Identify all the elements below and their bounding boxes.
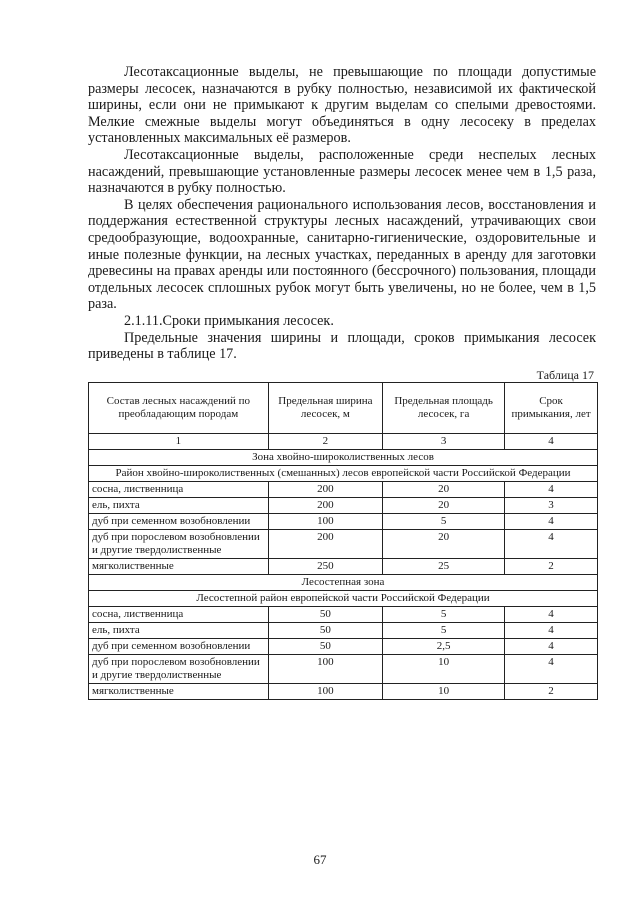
zone-title: Лесостепная зона [89,575,598,591]
area-cell: 5 [383,607,505,623]
region-title: Район хвойно-широколиственных (смешанных) лесов европейской части Российской Федерации [89,466,598,482]
table-row [89,684,598,700]
area-cell: 25 [383,559,505,575]
term-cell: 4 [505,514,598,530]
species-cell: мягколиственные [89,684,269,700]
table-row [89,623,598,639]
width-cell: 200 [268,482,383,498]
width-cell: 100 [268,684,383,700]
area-cell: 20 [383,498,505,514]
table-caption: Таблица 17 [536,368,594,382]
zone-row [89,450,598,466]
paragraph-1: Лесотаксационные выделы, не превышающие по площади допустимые размеры лесосек, назначаются в рубку полностью, независимой их фактической ширины, если они не примыкают к другим выделам со спелыми древостоями. Мелкие смежные выделы могут объединяться в одну лесосеку в пределах установленных максимальных её размеров. [88,64,596,147]
zone-title: Зона хвойно-широколиственных лесов [89,450,598,466]
species-cell: дуб при порослевом возобновлении и другие твердолиственные [89,530,269,559]
species-cell: ель, пихта [89,498,269,514]
paragraph-3: В целях обеспечения рационального использования лесов, восстановления и поддержания естественной структуры лесных насаждений, утрачивающих свои средообразующие, водоохранные, санитарно-гигиенические, оздоровительные и иные полезные функции, на лесных участках, переданных в аренду для заготовки древесины на правах аренды или постоянного (бессрочного) пользования, площади отдельных лесосек сплошных рубок могут быть увеличены, но не более, чем в 1,5 раза. [88,196,596,313]
column-number-row [89,434,598,450]
term-cell: 4 [505,655,598,684]
page-number: 67 [313,852,327,867]
term-cell: 4 [505,639,598,655]
section-heading: 2.1.11.Сроки примыкания лесосек. [124,312,334,329]
width-cell: 200 [268,530,383,559]
table-row [89,639,598,655]
term-cell: 4 [505,607,598,623]
header-composition: Состав лесных насаждений по преобладающим породам [89,383,269,434]
zone-row [89,575,598,591]
region-title: Лесостепной район европейской части Российской Федерации [89,591,598,607]
width-cell: 100 [268,514,383,530]
area-cell: 20 [383,482,505,498]
species-cell: сосна, лиственница [89,607,269,623]
column-number: 4 [505,434,598,450]
width-cell: 100 [268,655,383,684]
width-cell: 200 [268,498,383,514]
width-cell: 250 [268,559,383,575]
table-row [89,559,598,575]
column-number: 3 [383,434,505,450]
area-cell: 10 [383,655,505,684]
term-cell: 3 [505,498,598,514]
area-cell: 20 [383,530,505,559]
column-number: 1 [89,434,269,450]
header-adjacency: Срок примыкания, лет [505,383,598,434]
species-cell: мягколиственные [89,559,269,575]
term-cell: 4 [505,482,598,498]
region-row [89,591,598,607]
species-cell: дуб при семенном возобновлении [89,514,269,530]
species-cell: ель, пихта [89,623,269,639]
table-row [89,655,598,684]
header-area: Предельная площадь лесосек, га [383,383,505,434]
area-cell: 5 [383,623,505,639]
paragraph-4: Предельные значения ширины и площади, сроков примыкания лесосек приведены в таблице 17. [88,329,596,363]
term-cell: 2 [505,684,598,700]
region-row [89,466,598,482]
area-cell: 10 [383,684,505,700]
area-cell: 2,5 [383,639,505,655]
body-text [88,64,596,363]
header-width: Предельная ширина лесосек, м [268,383,383,434]
width-cell: 50 [268,607,383,623]
paragraph-2: Лесотаксационные выделы, расположенные среди неспелых лесных насаждений, превышающие установленные размеры лесосек менее чем в 1,5 раза, назначаются в рубку полностью. [88,146,596,197]
species-cell: сосна, лиственница [89,482,269,498]
width-cell: 50 [268,639,383,655]
table-row [89,514,598,530]
area-cell: 5 [383,514,505,530]
term-cell: 4 [505,623,598,639]
table-row [89,482,598,498]
table-header-row [89,383,598,434]
table-row [89,530,598,559]
species-cell: дуб при семенном возобновлении [89,639,269,655]
logging-limits-table [88,382,598,700]
table-row [89,607,598,623]
column-number: 2 [268,434,383,450]
table-row [89,498,598,514]
term-cell: 4 [505,530,598,559]
term-cell: 2 [505,559,598,575]
width-cell: 50 [268,623,383,639]
species-cell: дуб при порослевом возобновлении и другие твердолиственные [89,655,269,684]
